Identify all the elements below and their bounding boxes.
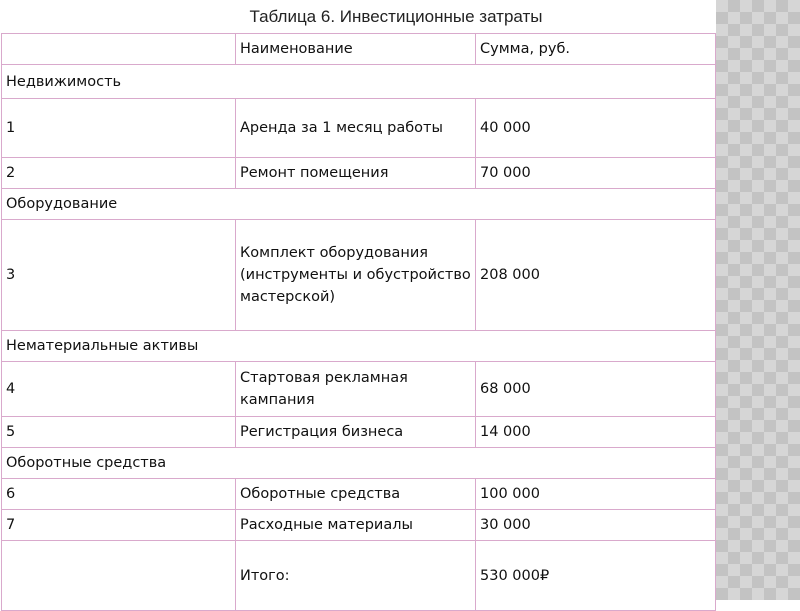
section-row-working (2, 448, 716, 479)
row-num: 2 (2, 158, 236, 189)
total-sum: 530 000₽ (476, 541, 716, 611)
row-sum: 208 000 (476, 220, 716, 331)
row-name: Аренда за 1 месяц работы (236, 99, 476, 158)
table-row (2, 158, 716, 189)
total-label: Итого: (236, 541, 476, 611)
decorative-pattern-panel (716, 0, 800, 600)
row-name: Стартовая рекламная кампания (236, 362, 476, 417)
header-cell-name: Наименование (236, 34, 476, 65)
row-name: Комплект оборудования (инструменты и обустройство мастерской) (236, 220, 476, 331)
section-row-equipment (2, 189, 716, 220)
header-cell-sum: Сумма, руб. (476, 34, 716, 65)
row-num: 7 (2, 510, 236, 541)
table-row (2, 417, 716, 448)
header-row (2, 34, 716, 65)
row-sum: 100 000 (476, 479, 716, 510)
row-num: 3 (2, 220, 236, 331)
row-num: 1 (2, 99, 236, 158)
row-name: Расходные материалы (236, 510, 476, 541)
table-row (2, 510, 716, 541)
table-row (2, 479, 716, 510)
row-num: 4 (2, 362, 236, 417)
row-sum: 70 000 (476, 158, 716, 189)
header-cell-num (2, 34, 236, 65)
row-name: Регистрация бизнеса (236, 417, 476, 448)
section-row-intangible (2, 331, 716, 362)
section-label: Оборудование (2, 189, 716, 220)
table-row (2, 362, 716, 417)
section-row-realty (2, 65, 716, 99)
row-num: 5 (2, 417, 236, 448)
row-num: 6 (2, 479, 236, 510)
row-name: Оборотные средства (236, 479, 476, 510)
total-num (2, 541, 236, 611)
row-sum: 14 000 (476, 417, 716, 448)
table-title: Таблица 6. Инвестиционные затраты (249, 7, 543, 26)
section-label: Оборотные средства (2, 448, 716, 479)
investment-costs-table (1, 33, 716, 611)
section-label: Нематериальные активы (2, 331, 716, 362)
table-row (2, 99, 716, 158)
row-sum: 40 000 (476, 99, 716, 158)
row-name: Ремонт помещения (236, 158, 476, 189)
section-label: Недвижимость (2, 65, 716, 99)
table-row (2, 220, 716, 331)
row-sum: 30 000 (476, 510, 716, 541)
total-row (2, 541, 716, 611)
row-sum: 68 000 (476, 362, 716, 417)
